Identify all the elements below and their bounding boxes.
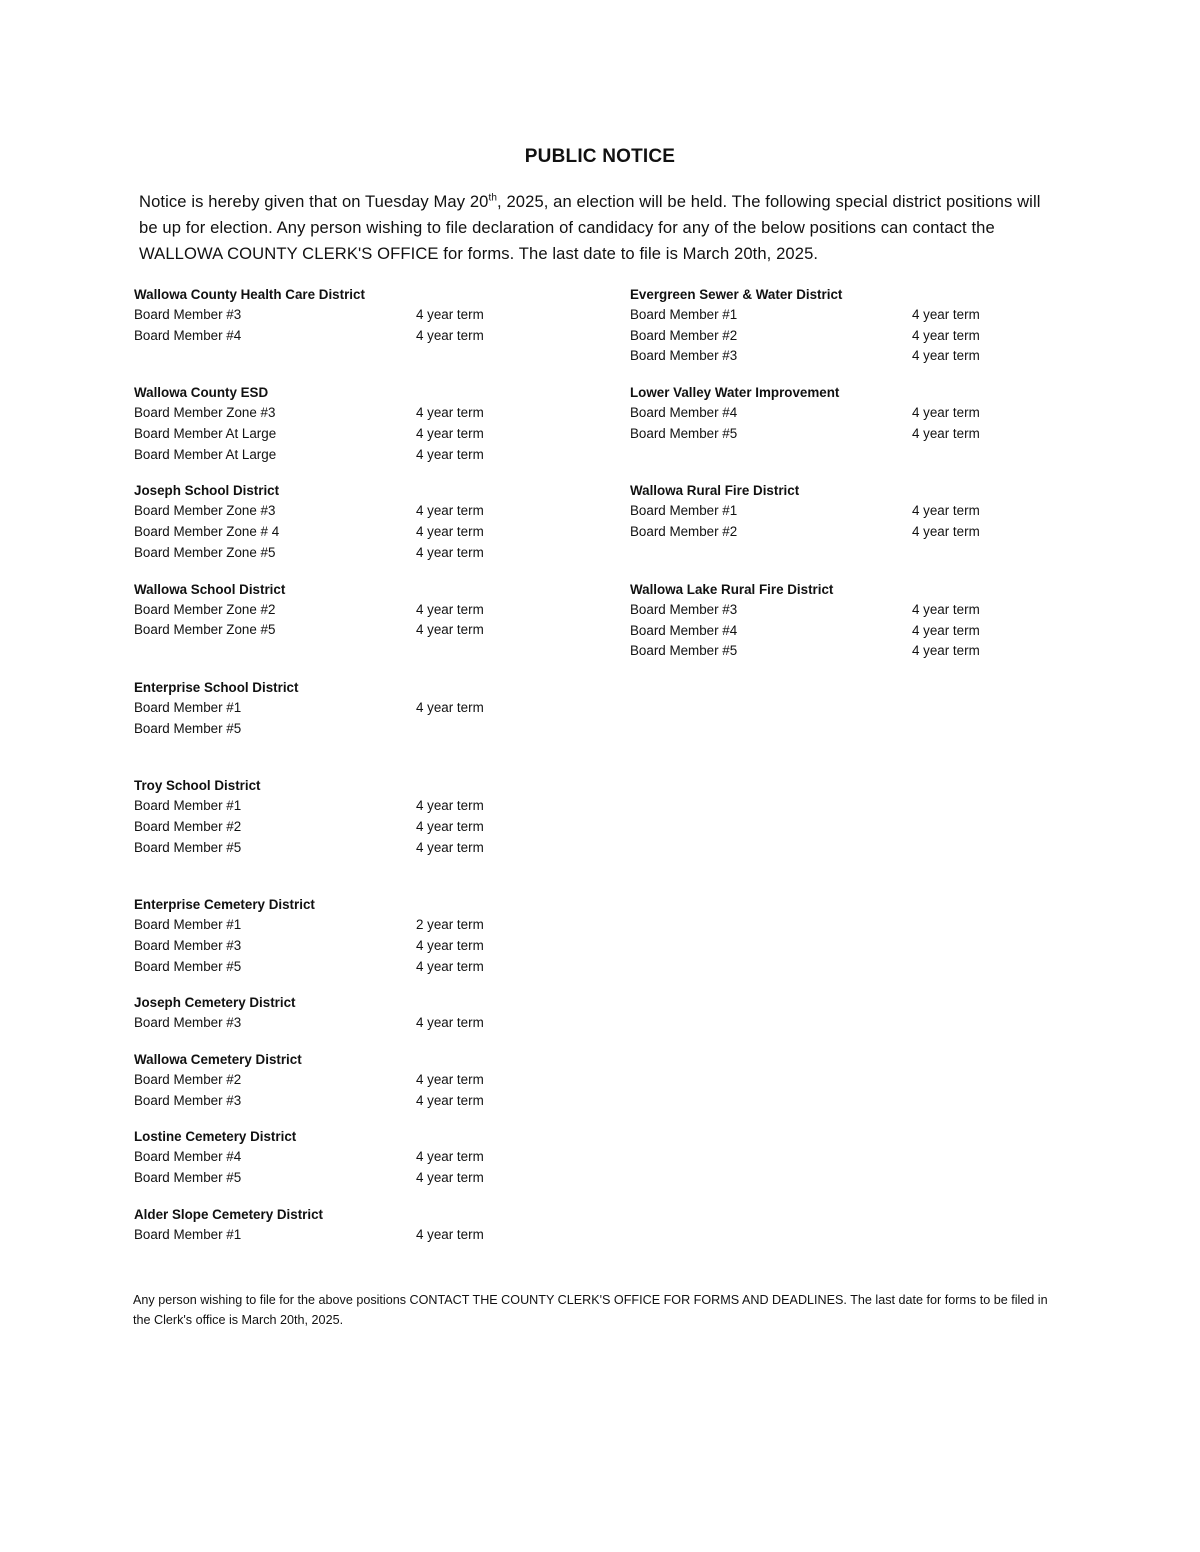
position-row — [134, 1013, 534, 1034]
term-label: 4 year term — [416, 1072, 484, 1088]
term-label: 4 year term — [416, 1092, 484, 1108]
term-label: 4 year term — [416, 524, 484, 540]
position-label: Board Member At Large — [134, 446, 277, 462]
district-name: Troy School District — [134, 778, 261, 794]
term-label: 4 year term — [416, 798, 484, 814]
district-block — [134, 285, 534, 346]
position-row — [134, 817, 534, 838]
position-label: Board Member #2 — [134, 818, 242, 834]
position-label: Board Member At Large — [134, 426, 277, 442]
term-label: 4 year term — [416, 1226, 484, 1242]
district-block — [630, 481, 1030, 542]
position-label: Board Member Zone #2 — [134, 601, 276, 617]
term-label: 4 year term — [416, 601, 484, 617]
position-label: Board Member #1 — [134, 699, 242, 715]
position-label: Board Member #1 — [134, 798, 242, 814]
term-label: 4 year term — [416, 818, 484, 834]
district-block — [134, 678, 534, 739]
position-label: Board Member #5 — [134, 720, 242, 736]
district-name: Lower Valley Water Improvement — [630, 385, 840, 401]
position-row — [134, 403, 534, 424]
position-label: Board Member #1 — [630, 307, 738, 322]
position-row — [630, 501, 1030, 522]
term-label: 4 year term — [416, 958, 484, 974]
position-label: Board Member Zone #3 — [134, 503, 276, 519]
position-row — [134, 698, 534, 719]
position-row — [134, 957, 534, 978]
position-label: Board Member #1 — [134, 1226, 242, 1242]
position-row — [134, 501, 534, 522]
term-label: 4 year term — [416, 699, 484, 715]
term-label: 4 year term — [416, 622, 484, 638]
position-row — [134, 1168, 534, 1189]
position-row — [134, 1091, 534, 1112]
term-label: 4 year term — [912, 643, 980, 659]
position-row — [630, 403, 1030, 424]
district-name: Wallowa County Health Care District — [134, 287, 365, 302]
district-name: Enterprise Cemetery District — [134, 897, 315, 913]
position-label: Board Member #4 — [630, 622, 738, 638]
term-label: 4 year term — [416, 1170, 484, 1186]
term-label: 4 year term — [416, 405, 484, 421]
district-block — [134, 481, 534, 563]
term-label: 4 year term — [416, 327, 484, 343]
position-label: Board Member #5 — [134, 1170, 242, 1186]
page-title: PUBLIC NOTICE — [524, 146, 676, 167]
intro-paragraph — [139, 189, 1059, 267]
position-label: Board Member #4 — [630, 405, 738, 421]
position-label: Board Member Zone #5 — [134, 544, 276, 560]
position-row — [630, 621, 1030, 642]
position-row — [134, 796, 534, 817]
district-name: Joseph School District — [134, 483, 280, 499]
term-label: 4 year term — [912, 425, 980, 441]
intro-superscript: th — [488, 192, 498, 204]
position-label: Board Member #4 — [134, 1149, 242, 1165]
position-label: Board Member #3 — [630, 348, 738, 364]
position-row — [134, 1225, 534, 1246]
district-name: Alder Slope Cemetery District — [134, 1206, 324, 1222]
position-row — [134, 522, 534, 543]
district-name: Wallowa Cemetery District — [134, 1052, 302, 1068]
position-label: Board Member #2 — [630, 327, 738, 343]
position-row — [630, 600, 1030, 621]
term-label: 4 year term — [912, 348, 980, 364]
footer-note — [133, 1290, 1053, 1330]
intro-text-end: , 2025, an election will be held. The following special district positions will be up for election. Any person wishing to file declaration of candidacy for any of the below positions can contact the WALLOWA COUNTY CLERK'S OFFICE for forms. The last date to file is March 20th, 2025. — [139, 192, 1041, 263]
position-label: Board Member Zone # 4 — [134, 524, 280, 540]
position-label: Board Member #3 — [134, 1015, 242, 1031]
position-label: Board Member #1 — [630, 503, 738, 519]
term-label: 2 year term — [416, 917, 484, 933]
position-row — [134, 424, 534, 445]
position-label: Board Member #2 — [630, 524, 738, 540]
district-block — [134, 776, 534, 858]
position-label: Board Member Zone #3 — [134, 405, 276, 421]
term-label: 4 year term — [416, 426, 484, 442]
position-label: Board Member #2 — [134, 1072, 242, 1088]
left-district-column — [134, 285, 534, 1246]
term-label: 4 year term — [416, 938, 484, 953]
term-label: 4 year term — [416, 307, 484, 322]
footer-text: Any person wishing to file for the above positions CONTACT THE COUNTY CLERK'S OFFICE FOR FORMS AND DEADLINES. The last date for forms to be filed in the Clerk's office is March 20th, 2025. — [133, 1293, 1048, 1327]
district-block — [134, 1050, 534, 1111]
district-block — [134, 1127, 534, 1188]
position-row — [134, 915, 534, 936]
district-name: Wallowa School District — [134, 581, 286, 597]
district-block — [630, 580, 1030, 662]
district-block — [630, 383, 1030, 444]
position-label: Board Member #5 — [630, 643, 738, 659]
term-label: 4 year term — [416, 1149, 484, 1165]
term-label: 4 year term — [912, 503, 980, 519]
district-block — [134, 383, 534, 465]
district-block — [134, 895, 534, 977]
term-label: 4 year term — [416, 839, 484, 855]
position-row — [630, 305, 1030, 326]
district-name: Wallowa Lake Rural Fire District — [630, 581, 834, 597]
position-row — [134, 445, 534, 466]
position-label: Board Member #3 — [134, 938, 242, 953]
position-label: Board Member #5 — [134, 958, 242, 974]
position-label: Board Member #5 — [134, 839, 242, 855]
term-label: 4 year term — [912, 524, 980, 540]
term-label: 4 year term — [912, 622, 980, 638]
position-row — [134, 620, 534, 641]
position-row — [134, 719, 534, 740]
district-block — [134, 993, 534, 1034]
position-label: Board Member Zone #5 — [134, 622, 276, 638]
term-label: 4 year term — [912, 327, 980, 343]
position-row — [134, 1147, 534, 1168]
position-row — [134, 1070, 534, 1091]
district-block — [134, 1205, 534, 1246]
position-label: Board Member #3 — [134, 307, 242, 322]
position-row — [630, 346, 1030, 367]
position-row — [134, 543, 534, 564]
term-label: 4 year term — [912, 601, 980, 617]
position-row — [134, 600, 534, 621]
district-name: Enterprise School District — [134, 679, 299, 695]
position-label: Board Member #3 — [134, 1092, 242, 1108]
district-name: Evergreen Sewer & Water District — [630, 287, 843, 302]
district-name: Lostine Cemetery District — [134, 1129, 297, 1145]
position-row — [630, 424, 1030, 445]
term-label: 4 year term — [416, 1015, 484, 1031]
district-name: Wallowa Rural Fire District — [630, 483, 800, 499]
term-label: 4 year term — [416, 446, 484, 462]
term-label: 4 year term — [912, 405, 980, 421]
position-row — [630, 326, 1030, 347]
position-label: Board Member #1 — [134, 917, 242, 933]
term-label: 4 year term — [912, 307, 980, 322]
district-name: Wallowa County ESD — [134, 385, 269, 401]
intro-text-start: Notice is hereby given that on Tuesday May 20 — [139, 192, 489, 211]
position-row — [630, 522, 1030, 543]
district-name: Joseph Cemetery District — [134, 995, 296, 1011]
position-row — [630, 641, 1030, 662]
position-label: Board Member #3 — [630, 601, 738, 617]
right-district-column — [630, 285, 1030, 662]
position-label: Board Member #4 — [134, 327, 242, 343]
term-label: 4 year term — [416, 503, 484, 519]
position-label: Board Member #5 — [630, 425, 738, 441]
position-row — [134, 326, 534, 347]
term-label: 4 year term — [416, 544, 484, 560]
position-row — [134, 305, 534, 326]
position-row — [134, 936, 534, 957]
position-row — [134, 838, 534, 859]
district-block — [630, 285, 1030, 367]
district-block — [134, 580, 534, 641]
